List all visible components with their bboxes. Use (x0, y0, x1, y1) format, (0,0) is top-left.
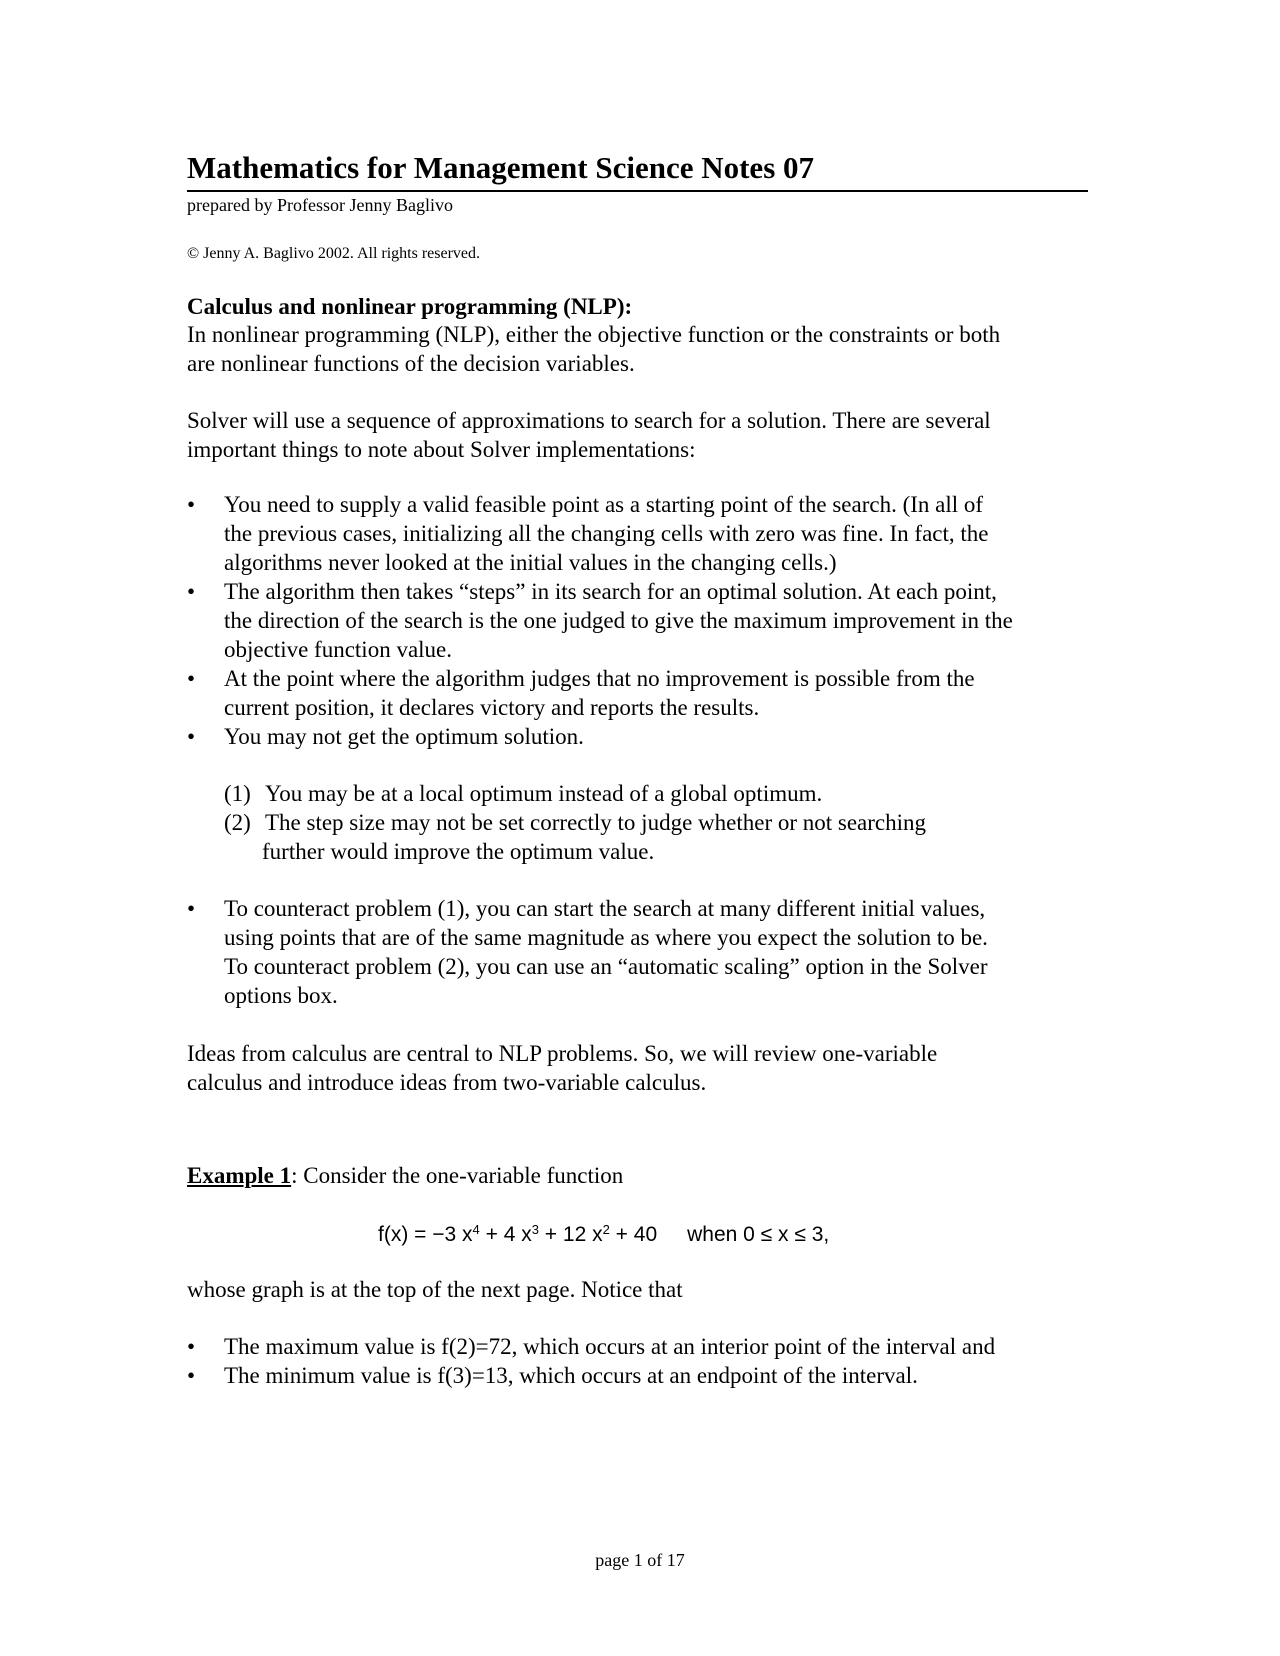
bullet-marker: • (187, 666, 196, 691)
paragraph-line: whose graph is at the top of the next page. Notice that (187, 1277, 683, 1302)
list-item-line: current position, it declares victory and reports the results. (224, 695, 760, 720)
list-item-line: You may not get the optimum solution. (224, 724, 584, 749)
example-text: : Consider the one-variable function (291, 1163, 624, 1188)
bullet-marker: • (187, 492, 196, 517)
example-intro (187, 1161, 623, 1190)
numbered-marker: (1) (224, 781, 251, 806)
numbered-item-line: You may be at a local optimum instead of a global optimum. (265, 781, 823, 806)
list-item-line: At the point where the algorithm judges that no improvement is possible from the (224, 666, 975, 691)
formula-condition: when 0 ≤ x ≤ 3, (687, 1223, 830, 1246)
paragraph-line: In nonlinear programming (NLP), either the objective function or the constraints or both (187, 322, 1001, 347)
exponent: 4 (472, 1222, 480, 1237)
list-item-line: The maximum value is f(2)=72, which occurs at an interior point of the interval and (224, 1334, 996, 1359)
exponent: 3 (531, 1222, 539, 1237)
example-label: Example 1 (187, 1163, 292, 1188)
numbered-marker: (2) (224, 810, 251, 835)
section-heading: Calculus and nonlinear programming (NLP): (187, 294, 633, 319)
list-item-line: algorithms never looked at the initial values in the changing cells.) (224, 550, 837, 575)
list-item-line: the previous cases, initializing all the changing cells with zero was fine. In fact, the (224, 521, 989, 546)
paragraph-line: are nonlinear functions of the decision variables. (187, 351, 635, 376)
paragraph-line: important things to note about Solver implementations: (187, 437, 696, 462)
list-item-line: using points that are of the same magnitude as where you expect the solution to be. (224, 925, 988, 950)
page-title: Mathematics for Management Science Notes 07 (187, 150, 815, 185)
paragraph-line: Solver will use a sequence of approximations to search for a solution. There are several (187, 408, 991, 433)
exponent: 2 (602, 1222, 610, 1237)
list-item-line: the direction of the search is the one judged to give the maximum improvement in the (224, 608, 1013, 633)
paragraph-line: calculus and introduce ideas from two-variable calculus. (187, 1070, 707, 1095)
copyright-notice: © Jenny A. Baglivo 2002. All rights reserved. (187, 245, 481, 262)
list-item-line: The minimum value is f(3)=13, which occurs at an endpoint of the interval. (224, 1363, 918, 1388)
list-item-line: objective function value. (224, 637, 453, 662)
list-item-line: options box. (224, 983, 338, 1008)
bullet-marker: • (187, 579, 196, 604)
numbered-item-line: The step size may not be set correctly to judge whether or not searching (265, 810, 927, 835)
numbered-item-line: further would improve the optimum value. (262, 839, 655, 864)
bullet-marker: • (187, 896, 196, 921)
page-number: page 1 of 17 (595, 1550, 685, 1570)
paragraph-line: Ideas from calculus are central to NLP problems. So, we will review one-variable (187, 1041, 938, 1066)
title-underline (187, 190, 1088, 192)
list-item-line: You need to supply a valid feasible point as a starting point of the search. (In all of (224, 492, 984, 517)
list-item-line: To counteract problem (2), you can use an “automatic scaling” option in the Solver (224, 954, 988, 979)
bullet-marker: • (187, 724, 196, 749)
list-item-line: The algorithm then takes “steps” in its search for an optimal solution. At each point, (224, 579, 997, 604)
author-line: prepared by Professor Jenny Baglivo (187, 195, 453, 215)
list-item-line: To counteract problem (1), you can start the search at many different initial values, (224, 896, 986, 921)
bullet-marker: • (187, 1363, 196, 1388)
bullet-marker: • (187, 1334, 196, 1359)
formula: f(x) = −3 $x^4 + 4$ $x^3 + 12$ $x^2 + 40$ when 0 ≤ x ≤ 3, (378, 1222, 830, 1246)
